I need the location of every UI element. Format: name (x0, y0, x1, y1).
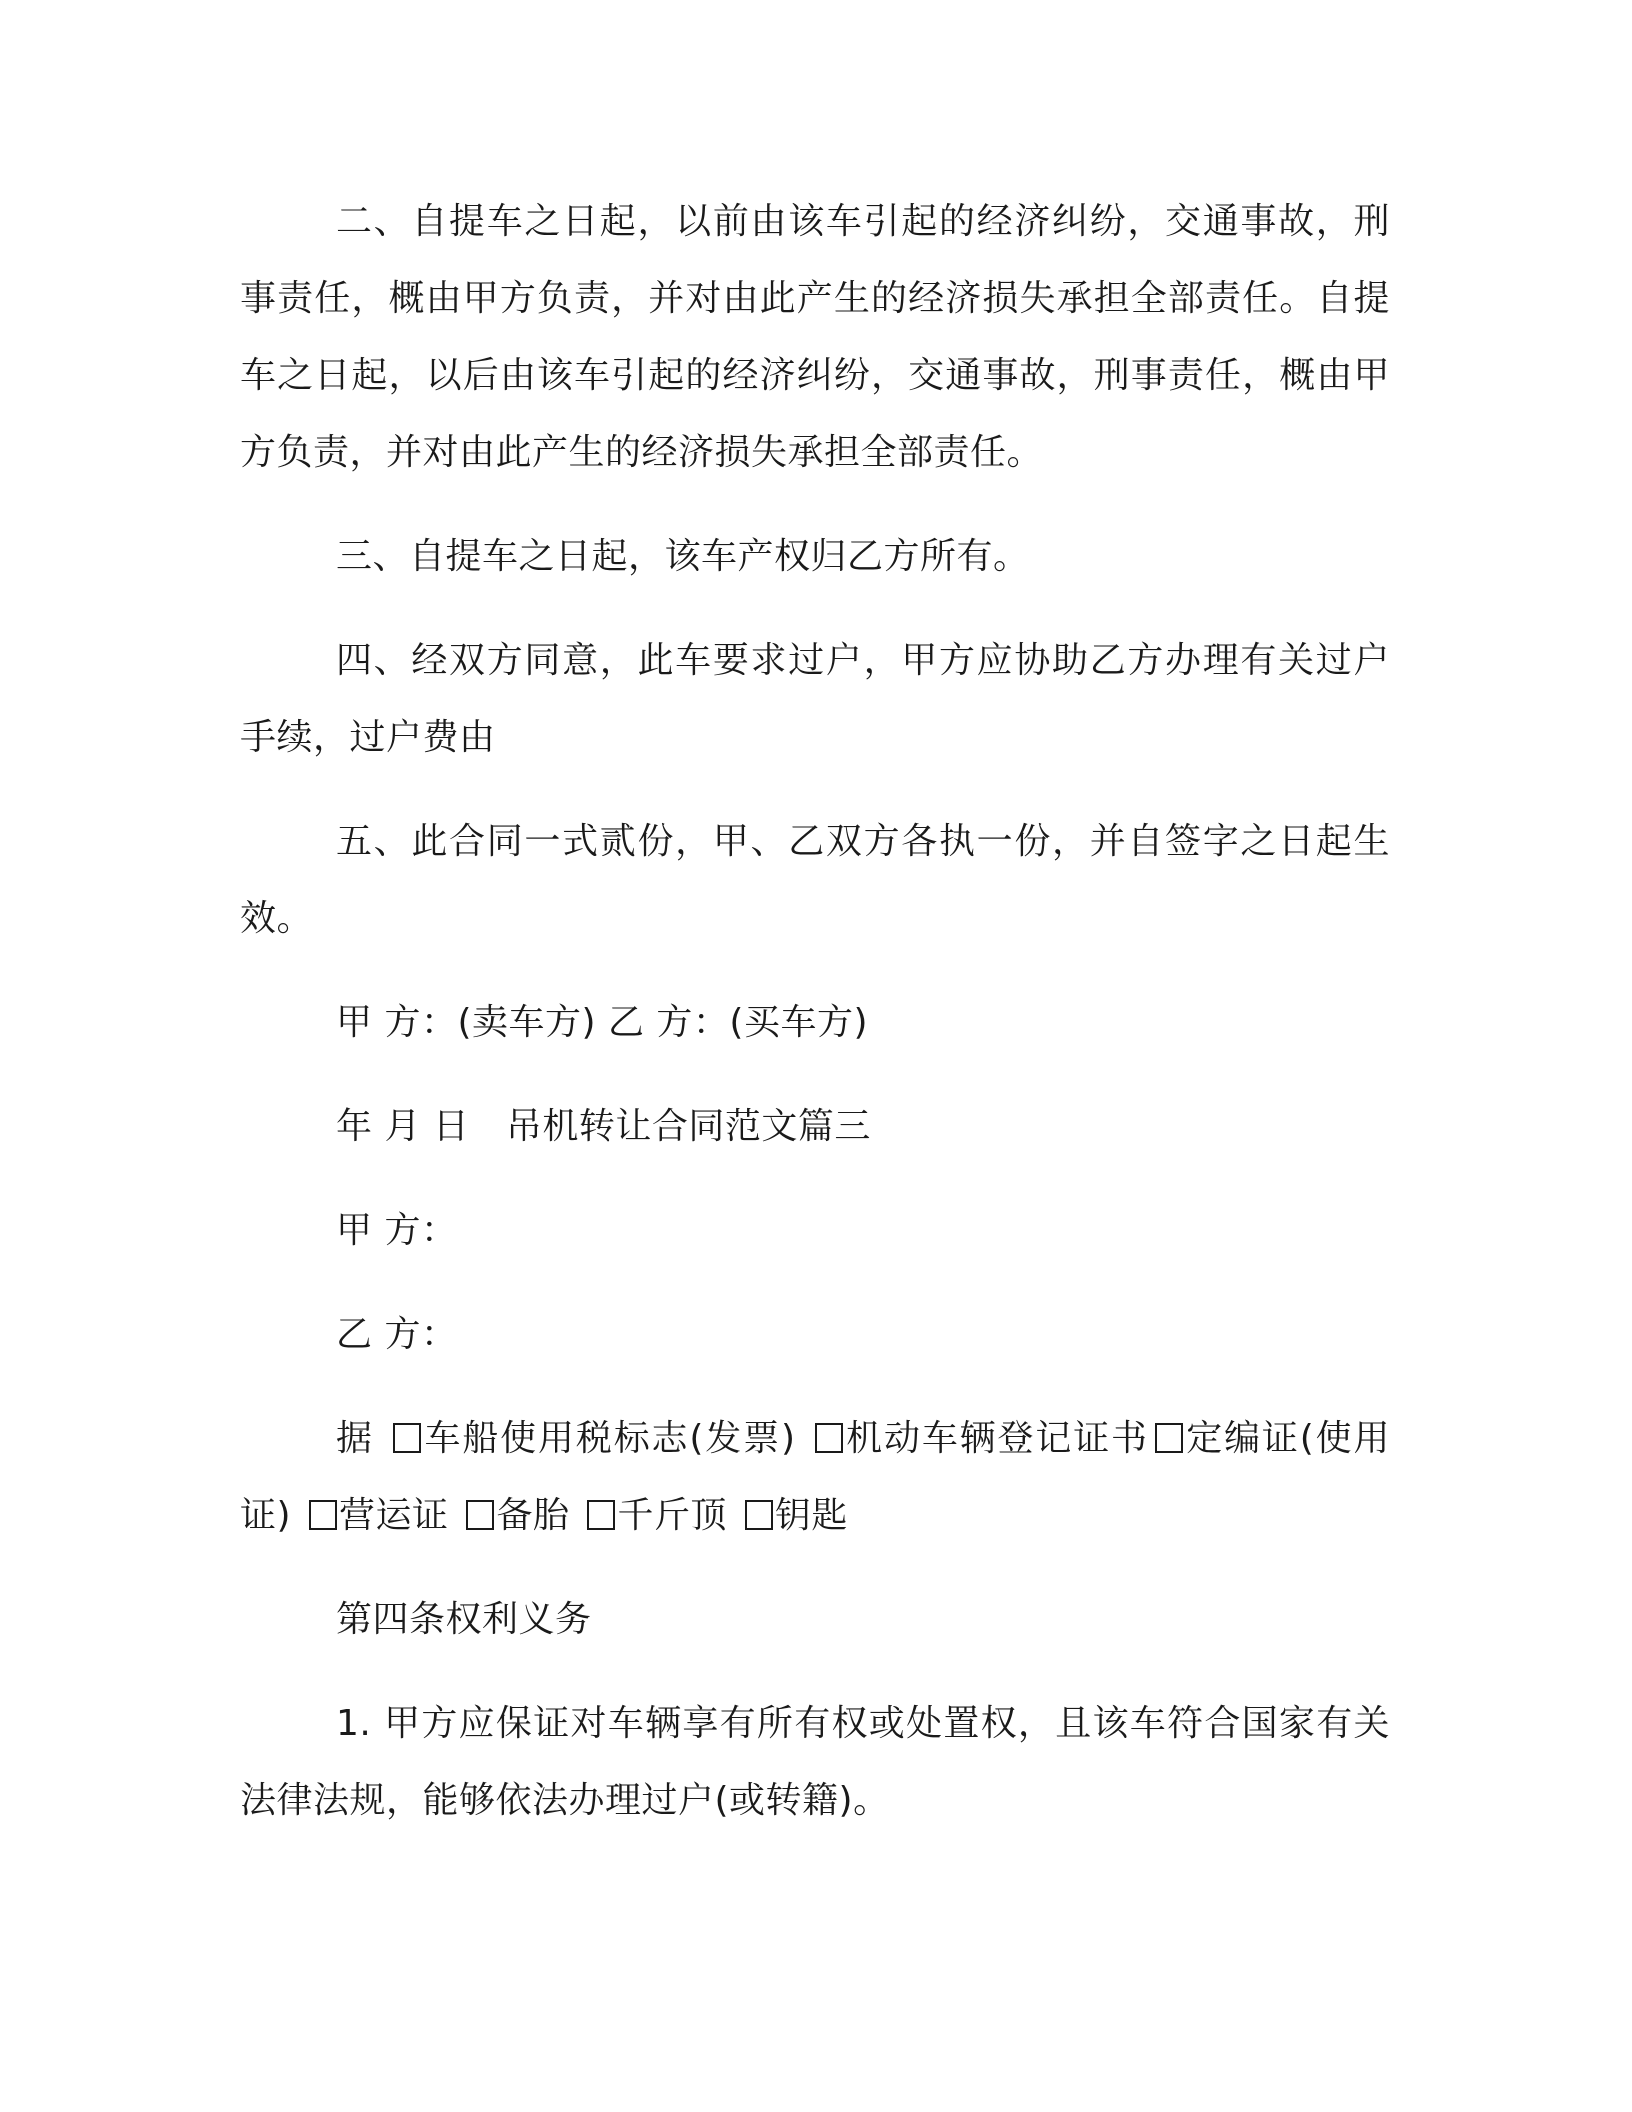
paragraph-clause-5: 五、此合同一式贰份，甲、乙双方各执一份，并自签字之日起生效。 (240, 821, 1390, 939)
checkbox-icon (393, 1423, 421, 1453)
paragraph-obligation-1: 1. 甲方应保证对车辆享有所有权或处置权，且该车符合国家有关法律法规，能够依法办理过户(或转籍)。 (240, 1703, 1390, 1821)
checklist-item: 钥匙 (774, 1495, 848, 1536)
checkbox-icon (309, 1500, 337, 1530)
date-and-title-line: 年 月 日 吊机转让合同范文篇三 (336, 1106, 871, 1147)
checklist-item: 定编证(使用证) (240, 1418, 1390, 1536)
document-body (240, 183, 1390, 1866)
party-a-line: 甲 方： (336, 1210, 458, 1251)
document-checklist (240, 1400, 1390, 1554)
checkbox-icon (587, 1500, 615, 1530)
section-heading: 第四条权利义务 (336, 1599, 592, 1640)
paragraph-clause-2: 二、自提车之日起，以前由该车引起的经济纠纷，交通事故，刑事责任，概由甲方负责，并对由此产生的经济损失承担全部责任。自提车之日起，以后由该车引起的经济纠纷，交通事故，刑事责任，概由甲方负责，并对由此产生的经济损失承担全部责任。 (240, 201, 1390, 473)
checklist-item: 备胎 (496, 1495, 570, 1536)
checklist-item: 营运证 (339, 1495, 449, 1536)
checkbox-icon (1155, 1423, 1183, 1453)
paragraph-clause-3: 三、自提车之日起，该车产权归乙方所有。 (336, 536, 1030, 577)
checklist-prefix: 据 (336, 1418, 374, 1459)
paragraph-clause-4: 四、经双方同意，此车要求过户，甲方应协助乙方办理有关过户手续，过户费由 (240, 640, 1390, 758)
party-signature-line: 甲 方：(卖车方) 乙 方：(买车方) (336, 1002, 869, 1043)
checklist-item: 机动车辆登记证书 (844, 1418, 1149, 1459)
party-b-line: 乙 方： (336, 1314, 458, 1355)
checkbox-icon (745, 1500, 773, 1530)
checklist-item: 车船使用税标志(发票) (423, 1418, 796, 1459)
checkbox-icon (815, 1423, 843, 1453)
checklist-item: 千斤顶 (617, 1495, 727, 1536)
checkbox-icon (466, 1500, 494, 1530)
